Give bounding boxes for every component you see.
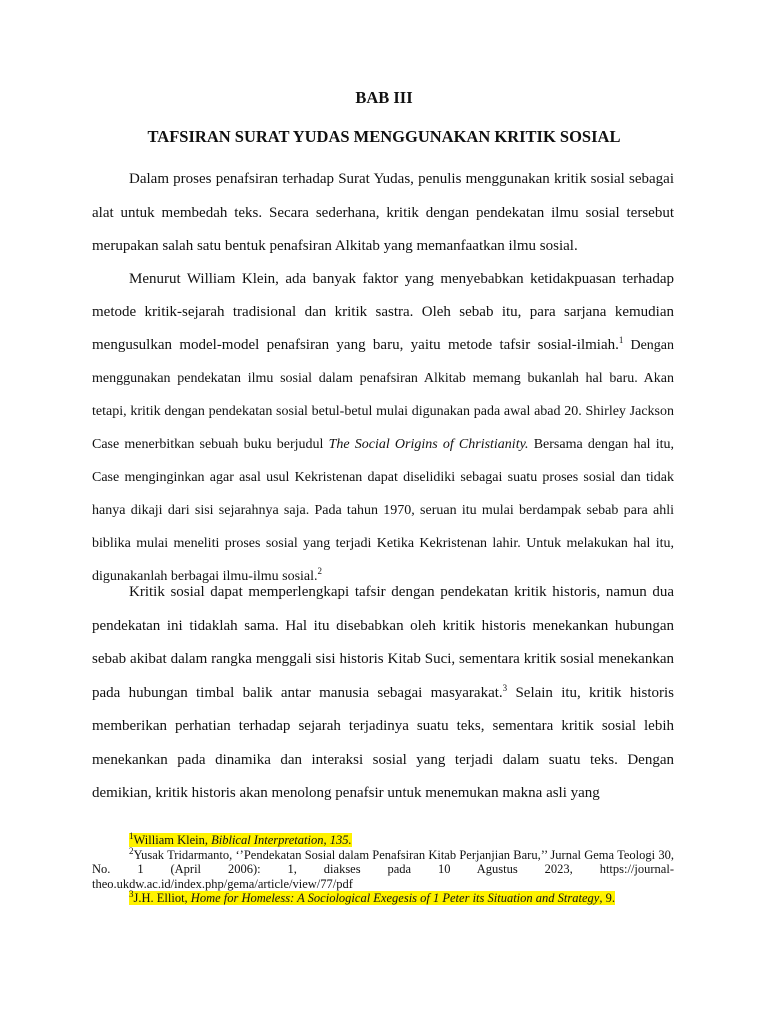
footnote-ref-1: 1 — [618, 335, 624, 345]
footnote-3-highlight — [129, 888, 615, 905]
footnote-ref-3: 3 — [502, 682, 508, 693]
footnote-2 — [92, 845, 674, 892]
paragraph-1: Dalam proses penafsiran terhadap Surat Yudas, penulis menggunakan kritik sosial sebagai alat untuk membedah teks. Secara sederhana, kritik dengan pendekatan ilmu sosial tersebut merupakan salah satu bentuk penafsiran Alkitab yang memanfaatkan ilmu sosial. — [92, 171, 674, 254]
footnote-3-tail: , 9. — [599, 891, 615, 905]
paragraph-3-text-b: Selain itu, kritik historis memberikan perhatian terhadap sejarah terjadinya suatu teks, sementara kritik sosial lebih menekankan pada dinamika dan interaksi sosial yang terjadi dalam suatu teks. Dengan demikian, kritik historis akan menolong penafsir untuk menemukan makna asli yang — [92, 684, 674, 801]
footnote-3-author: J.H. Elliot, — [133, 891, 191, 905]
paragraph-3 — [92, 576, 674, 811]
footnote-3 — [92, 888, 674, 906]
footnote-2-text: Yusak Tridarmanto, ‘’Pendekatan Sosial dalam Penafsiran Kitab Perjanjian Baru,’’ Jurnal Gema Teologi 30, No. 1 (April 2006): 1, diakses pada 10 Agustus 2023, https://journal-theo.ukdw.ac.id/index.php/gema/article/view/77/pdf — [92, 847, 674, 891]
footnote-2-number: 2 — [129, 845, 134, 856]
footnote-3-title: Home for Homeless: A Sociological Exegesis of 1 Peter its Situation and Strategy — [190, 891, 600, 905]
chapter-title: TAFSIRAN SURAT YUDAS MENGGUNAKAN KRITIK SOSIAL — [147, 127, 621, 146]
footnote-1-highlight — [129, 830, 352, 847]
footnote-1-title: Biblical Interpretation, 135. — [211, 833, 352, 847]
footnote-3-number: 3 — [129, 888, 134, 899]
book-title: The Social Origins of Christianity. — [328, 437, 529, 452]
footnote-ref-2: 2 — [317, 566, 323, 576]
paragraph-2-text-b: Dengan menggunakan pendekatan ilmu sosial dalam penafsiran Alkitab memang bukanlah hal baru. Akan tetapi, kritik dengan pendekatan sosial betul-betul mulai digunakan pada awal abad 20. Shirley Jackson Case menerbitkan sebuah buku berjudul — [92, 338, 674, 452]
footnote-1-author: William Klein, — [133, 833, 212, 847]
footnote-1 — [92, 830, 674, 848]
paragraph-2-text-a: Menurut William Klein, ada banyak faktor yang menyebabkan ketidakpuasan terhadap metode kritik-sejarah tradisional dan kritik sastra. Oleh sebab itu, para sarjana kemudian mengusulkan model-model penafsiran yang baru, yaitu metode tafsir sosial-ilmiah. — [92, 271, 674, 353]
footnote-1-number: 1 — [129, 830, 134, 841]
footnotes — [92, 830, 674, 906]
paragraph-3-text-a: Kritik sosial dapat memperlengkapi tafsir dengan pendekatan kritik historis, namun dua pendekatan ini tidaklah sama. Hal itu disebabkan oleh kritik historis menekankan hubungan sebab akibat dalam rangka menggali sisi historis Kitab Suci, sementara kritik sosial menekankan pada hubungan timbal balik antar manusia sebagai masyarakat. — [92, 584, 674, 701]
paragraph-2 — [92, 263, 674, 593]
chapter-heading: BAB III — [355, 88, 413, 107]
paragraph-2-text-c: Bersama dengan hal itu, Case menginginkan agar asal usul Kekristenan dapat diselidiki sebagai suatu proses sosial dan tidak hanya dikaji dari sisi sejarahnya saja. Pada tahun 1970, seruan itu mulai berdampak sebab para ahli biblika mulai meneliti proses sosial yang terjadi Ketika Kekristenan lahir. Untuk melakukan hal itu, digunakanlah berbagai ilmu-ilmu sosial. — [92, 437, 674, 584]
